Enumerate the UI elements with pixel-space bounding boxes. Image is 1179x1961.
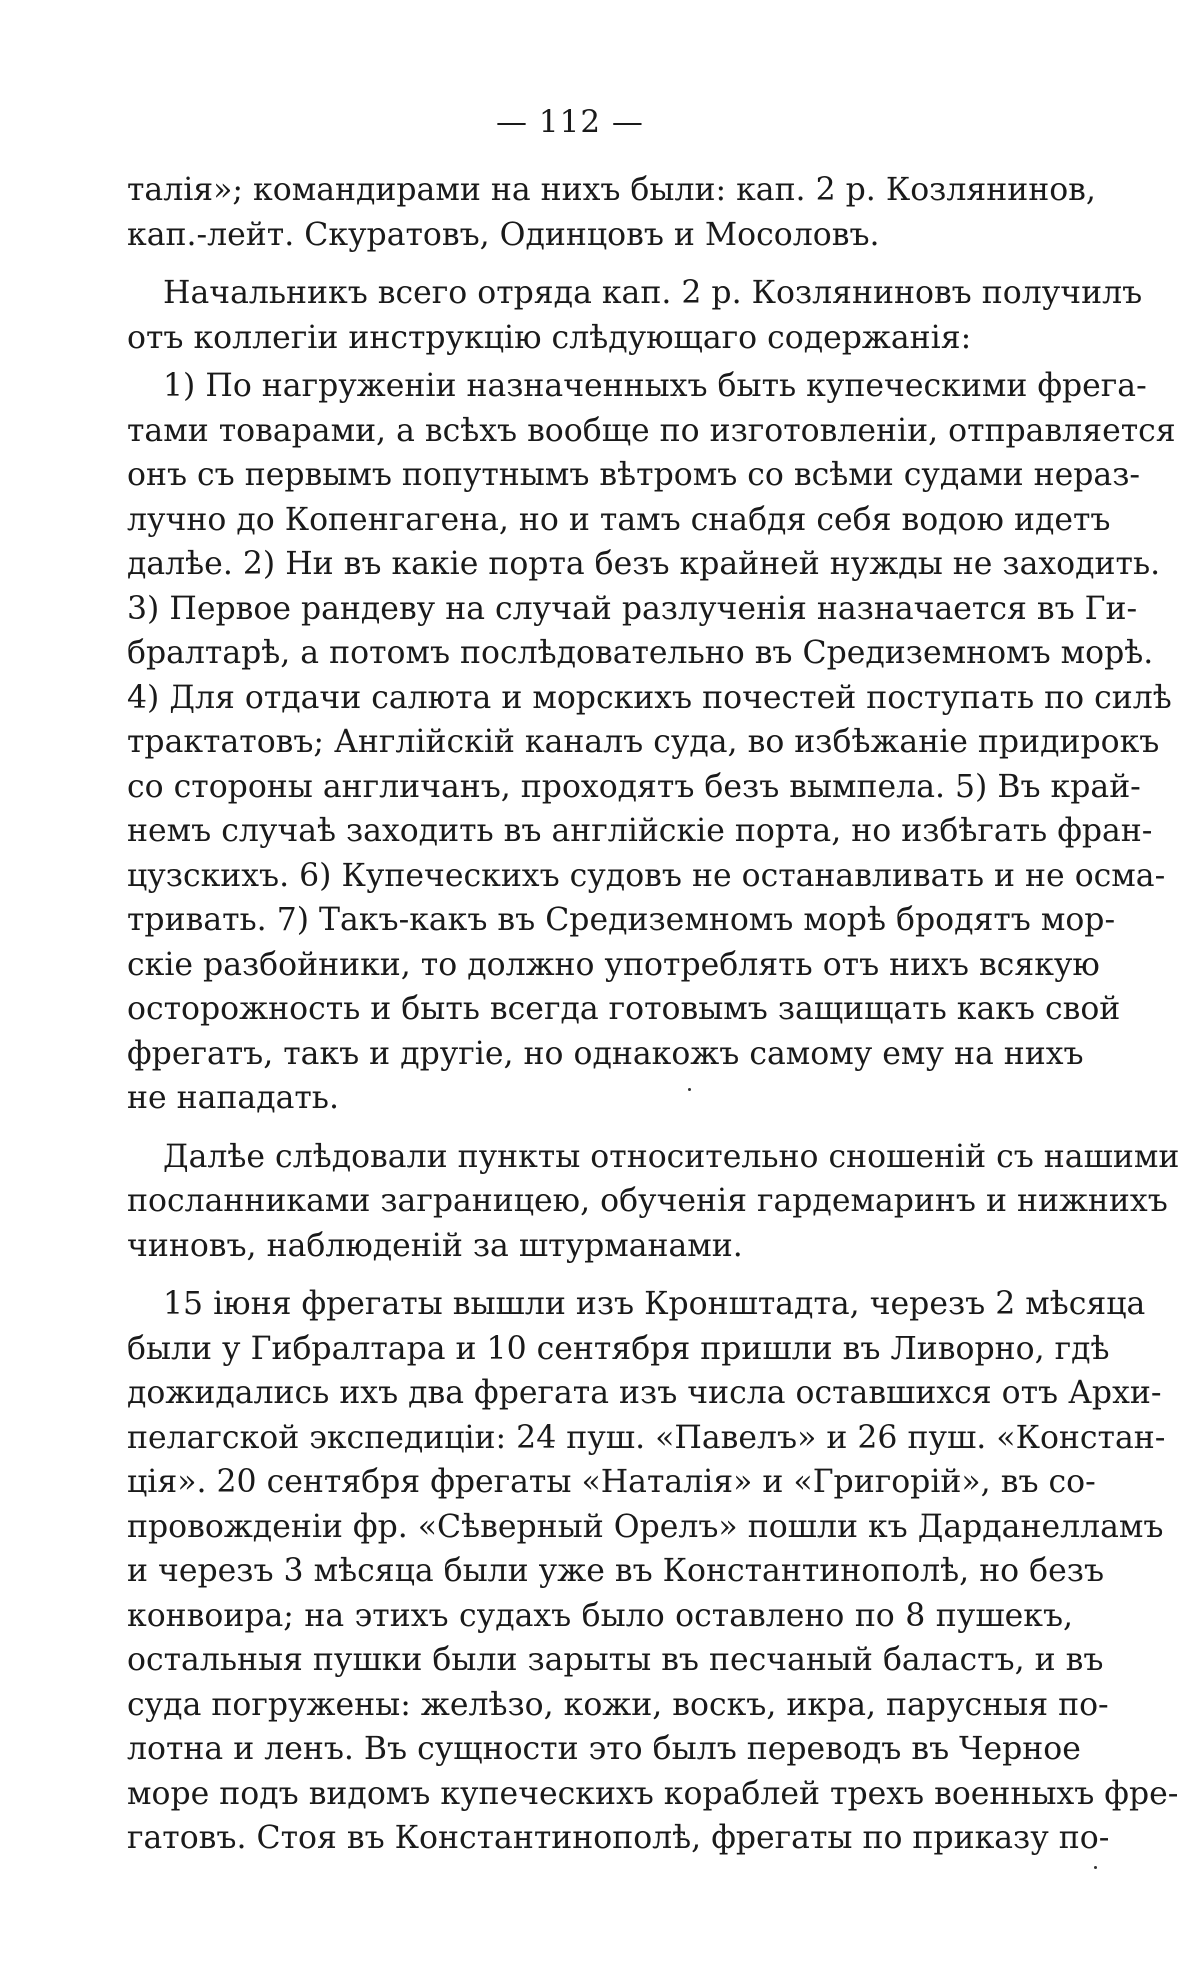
print-speck [1094,1866,1097,1869]
text-line: скіе разбойники, то должно употреблять отъ нихъ всякую [127,946,1100,983]
print-speck [688,1088,691,1091]
text-line: отъ коллегіи инструкцію слѣдующаго содержанія: [127,319,972,356]
text-line: 4) Для отдачи салюта и морскихъ почестей поступать по силѣ [127,679,1172,716]
text-line: конвоира; на этихъ судахъ было оставлено по 8 пушекъ, [127,1597,1073,1634]
text-line: немъ случаѣ заходить въ англійскіе порта, но избѣгать фран- [127,813,1153,849]
text-line: не нападать. [127,1080,339,1116]
text-line: остальныя пушки были зарыты въ песчаный баластъ, и въ [127,1642,1104,1678]
paragraph [127,168,1096,257]
text-line: посланниками заграницею, обученія гардемаринъ и нижнихъ [127,1183,1168,1219]
text-line: кап.-лейт. Скуратовъ, Одинцовъ и Мосоловъ. [127,216,880,253]
paragraph [127,271,1143,360]
text-line: онъ съ первымъ попутнымъ вѣтромъ со всѣми судами нераз- [127,457,1141,493]
paragraph [127,364,1176,1121]
body-text [127,168,1179,1861]
text-line: со стороны англичанъ, проходятъ безъ вымпела. 5) Въ край- [127,768,1141,805]
text-line: Начальникъ всего отряда кап. 2 р. Козляниновъ получилъ [163,275,1143,311]
text-line: лотна и ленъ. Въ сущности это былъ переводъ въ Черное [127,1731,1081,1767]
text-line: лучно до Копенгагена, но и тамъ снабдя себя водою идетъ [127,501,1111,538]
page-number: — 112 — [496,104,644,140]
text-line: трактатовъ; Англійскій каналъ суда, во избѣжаніе придирокъ [127,724,1160,760]
text-line: далѣе. 2) Ни въ какіе порта безъ крайней нужды не заходить. [127,546,1161,582]
text-line: ція». 20 сентября фрегаты «Наталія» и «Григорій», въ со- [127,1464,1096,1500]
text-line: дожидались ихъ два фрегата изъ числа оставшихся отъ Архи- [127,1375,1162,1411]
paragraph [127,1135,1179,1269]
text-line: были у Гибралтара и 10 сентября пришли въ Ливорно, гдѣ [127,1330,1110,1367]
text-line: талія»; командирами на нихъ были: кап. 2 р. Козлянинов, [127,172,1096,208]
text-line: Далѣе слѣдовали пункты относительно сношеній съ нашими [163,1138,1179,1175]
text-line: пелагской экспедиціи: 24 пуш. «Павелъ» и 26 пуш. «Констан- [127,1419,1166,1456]
text-line: 1) По нагруженіи назначенныхъ быть купеческими фрега- [163,368,1147,404]
text-line: тами товарами, а всѣхъ вообще по изготовленіи, отправляется [127,412,1176,449]
text-line: гатовъ. Стоя въ Константинополѣ, фрегаты по приказу по- [127,1820,1110,1856]
text-line: 3) Первое рандеву на случай разлученія назначается въ Ги- [127,590,1138,627]
text-line: тривать. 7) Такъ-какъ въ Средиземномъ морѣ бродятъ мор- [127,902,1116,938]
text-line: фрегатъ, такъ и другіе, но однакожъ самому ему на нихъ [127,1035,1084,1072]
text-line: и черезъ 3 мѣсяца были уже въ Константинополѣ, но безъ [127,1553,1104,1589]
text-line: цузскихъ. 6) Купеческихъ судовъ не останавливать и не осма- [127,857,1166,894]
text-line: море подъ видомъ купеческихъ кораблей трехъ военныхъ фре- [127,1775,1179,1812]
text-line: провожденіи фр. «Сѣверный Орелъ» пошли къ Дарданелламъ [127,1508,1164,1545]
text-line: осторожность и быть всегда готовымъ защищать какъ свой [127,991,1121,1027]
text-line: бралтарѣ, а потомъ послѣдовательно въ Средиземномъ морѣ. [127,635,1154,671]
text-line: чиновъ, наблюденій за штурманами. [127,1227,743,1264]
text-line: суда погружены: желѣзо, кожи, воскъ, икра, парусныя по- [127,1686,1109,1723]
paragraph [127,1282,1179,1861]
text-line: 15 іюня фрегаты вышли изъ Кронштадта, черезъ 2 мѣсяца [163,1286,1146,1322]
